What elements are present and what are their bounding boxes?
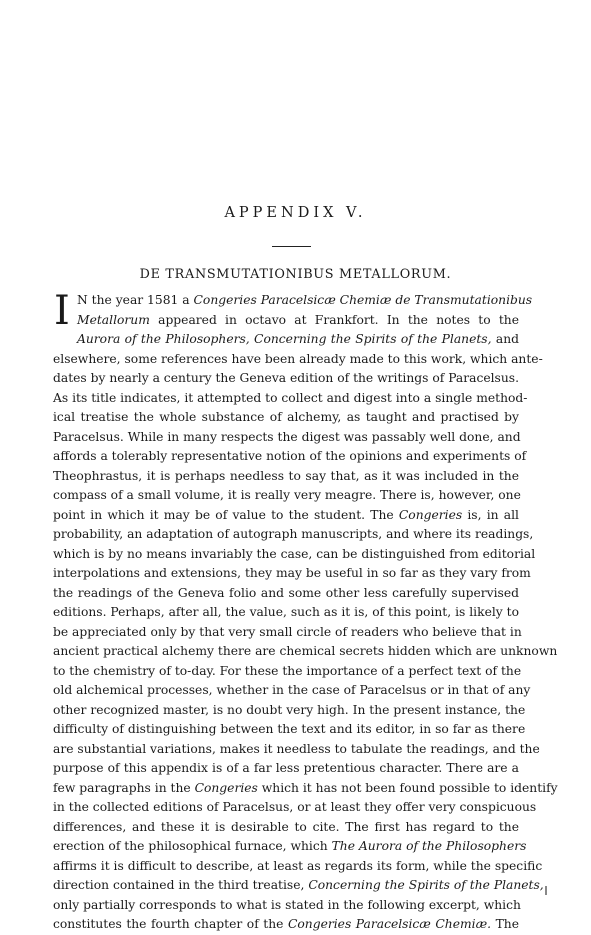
text-line — [77, 311, 519, 331]
text-segment: As its title indicates, it attempted to collect and digest into a single method- — [53, 390, 528, 405]
italic-text: Congeries Paracelsicæ Chemiæ de Transmutationibus — [193, 293, 533, 307]
text-line — [53, 525, 534, 545]
text-segment: difficulty of distinguishing between the text and its editor, in so far as there — [53, 722, 526, 736]
text-segment: point in which it may be of value to the student. The — [53, 507, 399, 522]
text-line — [53, 876, 544, 896]
text-line — [53, 623, 522, 643]
text-line — [53, 701, 526, 721]
text-segment: compass of a small volume, it is really very meagre. There is, however, one — [53, 488, 521, 502]
text-segment: ical treatise the whole substance of alchemy, as taught and practised by — [53, 410, 519, 424]
body-text — [53, 288, 558, 935]
text-line — [53, 506, 519, 526]
italic-text: Congeries — [398, 507, 463, 522]
italic-text: Congeries — [194, 780, 258, 795]
text-segment: constitutes the fourth chapter of the — [53, 917, 288, 931]
italic-text: Aurora of the Philosophers, Concerning the Spirits of the Planets, — [77, 332, 492, 346]
italic-text: Congeries Paracelsicæ Chemiæ. — [287, 917, 492, 931]
text-segment: other recognized master, is no doubt very high. In the present instance, the — [53, 702, 526, 717]
text-segment: editions. Perhaps, after all, the value, such as it is, of this point, is likely to — [53, 605, 519, 619]
section-title: DE TRANSMUTATIONIBUS METALLORUM. — [139, 267, 452, 282]
text-line — [53, 467, 519, 487]
text-segment: Theophrastus, it is perhaps needless to say that, as it was included in the — [53, 468, 519, 483]
text-segment: is, in all — [462, 507, 519, 522]
italic-text: Concerning the Spirits of the Planets, — [308, 878, 544, 892]
text-segment: appeared in octavo at Frankfort. In the notes to the — [149, 312, 519, 327]
text-segment: differences, and these it is desirable to cite. The first has regard to the — [53, 819, 519, 834]
italic-text: Metallorum — [77, 312, 150, 327]
text-line — [53, 818, 519, 838]
text-segment: interpolations and extensions, they may be useful in so far as they vary from — [53, 566, 531, 580]
drop-cap: I — [54, 288, 70, 334]
text-segment: and — [491, 332, 519, 346]
text-segment: affords a tolerably representative notion of the opinions and experiments of — [53, 449, 527, 463]
text-segment: the readings of the Geneva folio and some other less carefully supervised — [53, 585, 519, 600]
text-line — [53, 837, 527, 857]
text-line — [53, 584, 519, 604]
italic-text: The Aurora of the Philosophers — [331, 839, 527, 853]
text-segment: only partially corresponds to what is stated in the following excerpt, which — [53, 897, 521, 912]
page-mark — [545, 886, 547, 895]
text-line — [53, 408, 519, 428]
heading-rule — [272, 246, 311, 247]
text-segment: which is by no means invariably the case, can be distinguished from editorial — [53, 546, 536, 561]
text-line — [53, 720, 526, 740]
appendix-heading: APPENDIX V. — [224, 205, 367, 221]
text-line — [53, 350, 543, 370]
text-line — [53, 779, 558, 799]
text-segment: elsewhere, some references have been already made to this work, which ante- — [53, 351, 543, 366]
text-segment: few paragraphs in the — [53, 780, 195, 795]
text-line — [53, 447, 527, 467]
text-line — [53, 681, 531, 701]
text-segment: The — [491, 917, 520, 931]
text-segment: Paracelsus. While in many respects the digest was passably well done, and — [53, 429, 521, 444]
text-line — [53, 369, 519, 389]
text-segment: which it has not been found possible to identify — [257, 780, 558, 795]
text-segment: ancient practical alchemy there are chemical secrets hidden which are unknown — [53, 644, 558, 658]
text-segment: in the collected editions of Paracelsus, or at least they offer very conspicuous — [53, 800, 537, 814]
text-line — [53, 564, 531, 584]
text-line — [53, 857, 543, 877]
text-line — [53, 428, 519, 448]
text-segment: probability, an adaptation of autograph manuscripts, and where its readings, — [53, 527, 534, 541]
text-line — [53, 740, 540, 760]
text-segment: old alchemical processes, whether in the case of Paracelsus or in that of any — [53, 683, 531, 697]
text-line — [53, 389, 528, 409]
text-segment: purpose of this appendix is of a far less pretentious character. There are a — [53, 761, 519, 775]
text-segment: be appreciated only by that very small circle of readers who believe that in — [53, 624, 522, 639]
text-segment: direction contained in the third treatise, — [53, 878, 309, 892]
text-segment: N the year 1581 a — [77, 293, 194, 307]
text-line — [53, 603, 519, 623]
text-segment: dates by nearly a century the Geneva edition of the writings of Paracelsus. — [53, 371, 520, 385]
text-line — [53, 545, 536, 565]
text-line — [53, 915, 519, 935]
text-segment: affirms it is difficult to describe, at least as regards its form, while the specific — [53, 858, 543, 873]
text-line — [53, 896, 519, 916]
text-line — [77, 330, 519, 350]
text-segment: are substantial variations, makes it needless to tabulate the readings, and the — [53, 741, 540, 756]
text-line — [53, 798, 537, 818]
text-segment: to the chemistry of to-day. For these the importance of a perfect text of the — [53, 663, 522, 678]
text-line — [77, 291, 533, 311]
text-line — [53, 759, 519, 779]
text-line — [53, 642, 558, 662]
text-line — [53, 662, 522, 682]
text-line — [53, 486, 519, 506]
text-segment: erection of the philosophical furnace, which — [53, 839, 332, 853]
